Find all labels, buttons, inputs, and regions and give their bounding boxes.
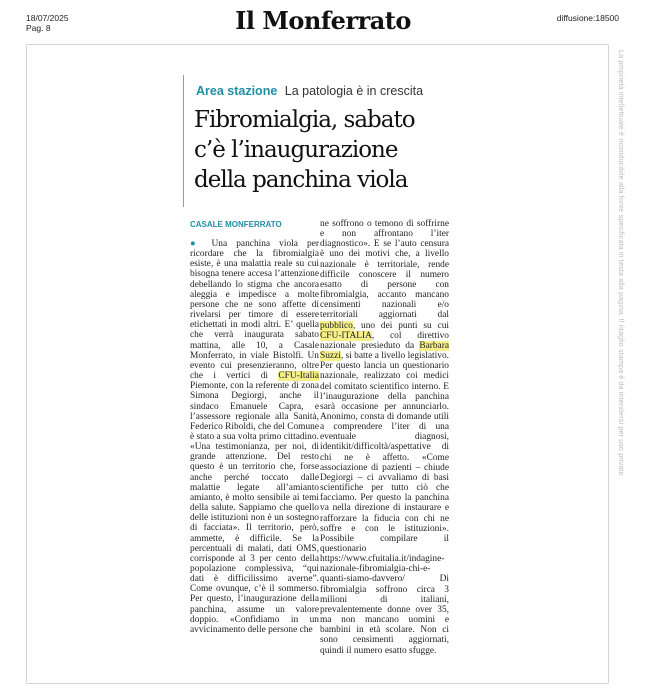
header-date: 18/07/2025 xyxy=(26,13,69,23)
article-clip xyxy=(183,75,449,683)
masthead-logo: Il Monferrato xyxy=(235,6,411,35)
text-run: Una panchina viola per ricordare che la fibromialgia esiste, è una malattia reale su cui bisogna tenere accesa l’attenzione debellando lo stigma che ancora aleggia e impedisce a molte persone che ne sono affette di rivelarsi per timore di essere etichettati in modi altri. E’ quella che verrà inaugurata sabato mattina, alle 10, a Casale Monferrato, in viale Bistolfi. Un evento cui presenzieranno, oltre che i vertici di xyxy=(190,239,319,382)
paragraph xyxy=(320,219,449,656)
text-run: , col direttivo nazionale presieduto da xyxy=(320,330,449,351)
byline: CASALE MONFERRATO xyxy=(190,220,282,229)
header-diffusione: diffusione:18500 xyxy=(556,13,619,23)
bullet-icon: ● xyxy=(190,239,203,249)
text-run: ne soffrono o temono di soffrirne e non affrontano l’iter diagnostico». E se l’auto censura è uno dei motivi che, a livello nazionale è territoriale, rende difficile conoscere il numero esatto di persone con fibromialgia, accanto mancano censimenti nazionali e/o territoriali aggiornati dal xyxy=(320,219,449,321)
text-run: , uno dei punti su cui xyxy=(352,320,449,331)
headline-line: Fibromialgia, sabato xyxy=(194,107,415,133)
highlighted-text: CFU-ITALIA xyxy=(320,330,372,341)
header-page: Pag. 8 xyxy=(26,23,51,33)
highlighted-text: pubblico xyxy=(320,320,353,331)
headline-line: c’è l’inaugurazione xyxy=(194,137,398,163)
paragraph xyxy=(190,239,319,442)
article-column-2 xyxy=(320,219,449,656)
highlighted-text: Barbara Suzzi xyxy=(320,340,449,362)
copyright-side-note-text: La proprietà intellettuale è riconducibile alla fonte specificata in testa alla pagina. Il ritaglio stampa è da intendersi per uso privato xyxy=(617,50,624,476)
vertical-rule xyxy=(183,75,184,207)
article-kicker xyxy=(196,84,423,98)
section-label: Area stazione xyxy=(196,84,278,98)
copyright-side-note xyxy=(609,50,629,680)
article-headline xyxy=(194,105,444,195)
subsection-label: La patologia è in crescita xyxy=(284,84,424,98)
text-run: , si batte a livello legislativo. Per questo lancia un questionario nazionale, realizzato coi medici del comitato scientifico interno. E l’inaugurazione della panchina sarà occasione per annunciarlo. Anonimo, consta di domande utili a comprendere l’iter di una eventuale diagnosi, identikit/difficoltà/aspettative di chi ne è affetto. «Come associazione di pazienti – chiude Degiorgi – ci avvaliamo di basi scientifiche per tutto ciò che facciamo. Per questo la panchina va nella direzione di instaurare e rafforzare la fiducia con chi ne soffre e con le istituzioni». Possibile compilare il questionario https://www.cfuitalia.it/indagine-nazionale-fibromialgia-chi-e-quanti-siamo-davvero/ Di fibromialgia soffrono circa 3 milioni di italiani, prevalentemente donne over 35, ma non mancano uomini e bambini in età scolare. Non ci sono censimenti aggiornati, quindi il numero esatto sfugge. xyxy=(320,351,449,656)
highlighted-text: CFU-Italia xyxy=(278,371,320,382)
headline-line: della panchina viola xyxy=(194,167,408,193)
article-column-1 xyxy=(190,219,319,635)
text-run: Piemonte, con la referente di zona Simona Degiorgi, anche il sindaco Emanuele Capra, e l’assessore regionale alla Sanità, Federico Riboldi, che del Comune è stato a sua volta primo cittadino. xyxy=(190,381,319,442)
paragraph: «Una testimonianza, per noi, di grande attenzione. Del resto questo è un territorio che, forse anche perché toccato dalle malattie legate all’amianto amianto, è molto sensibile ai temi della salute. Sappiamo che quello delle istituzioni non è un sostegno di facciata». Il territorio, però, ammette, è difficile. Se la percentuali di malati, dati OMS, corrisponde al 3 per cento della popolazione complessiva, “qui dati è difficilissimo averne”. Come ovunque, c’è il sommerso. Per questo, l’inaugurazione della panchina, assume un valore doppio. «Confidiamo in un avvicinamento delle persone che xyxy=(190,442,319,635)
